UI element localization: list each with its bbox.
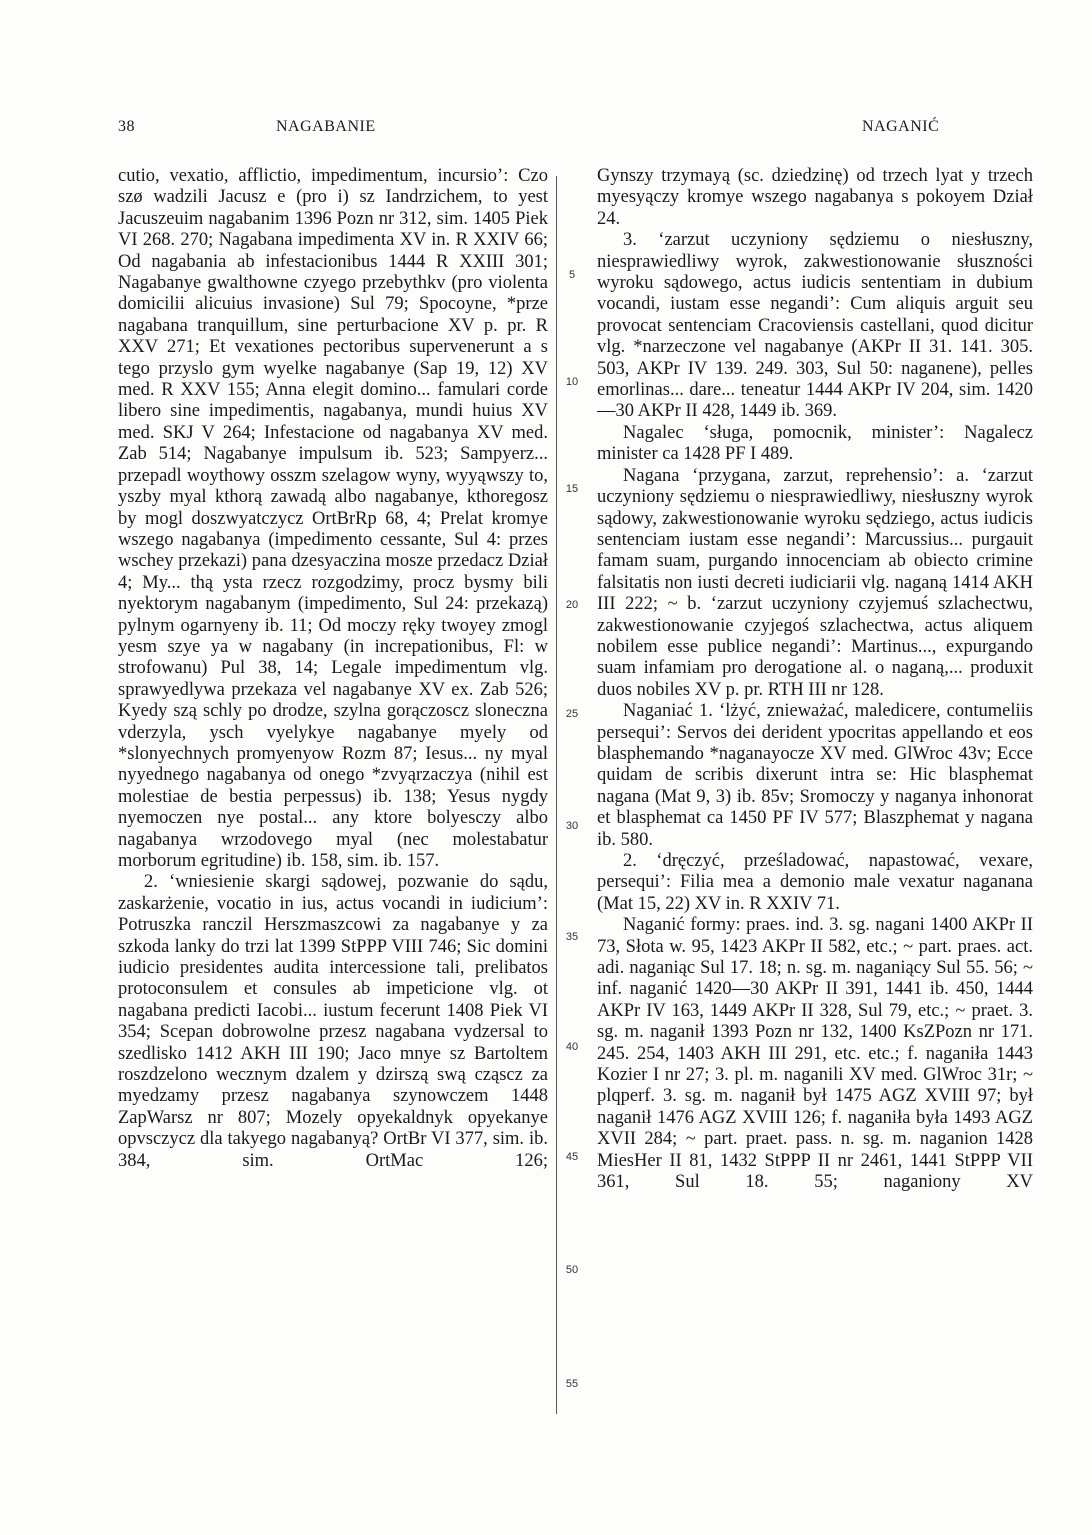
line-number: 10 xyxy=(565,376,579,388)
entry-paragraph: Naganiać 1. ‘lżyć, znieważać, maledicere, contumeliis persequi’: Servos dei derident ypocritas appellando et eos blasphemando *naganayocze XV med. GlWroc 43v; Ecce quidam de scribis dixerunt intra se: Hic blasphemat nagana (Mat 9, 3) ib. 85v; Sromoczy y naganya inhonorat et blasphemat ca 1450 PF IV 577; Blaszphemat y nagana ib. 580. xyxy=(597,701,1033,850)
column-divider xyxy=(556,176,557,1414)
line-number: 50 xyxy=(565,1264,579,1276)
line-number: 55 xyxy=(565,1378,579,1390)
line-number: 5 xyxy=(568,269,576,281)
entry-paragraph: cutio, vexatio, afflictio, impedimentum, incursio’: Czo szø wadzili Jacusz e (pro i) sz Iandrzichem, to yest Jacuszeuim nagabanim 1396 Pozn nr 312, sim. 1405 Piek VI 268. 270; Nagabana impedimenta XV in. R XXIV 66; Od nagabania ab infestacionibus 1444 R XXIII 301; Nagabanye gwalthowne czyego przebythkv (pro violenta domicilii alicuius invasione) Sul 79; Spocoyne, *prze nagabana tranquillum, sine perturbacione XV p. pr. R XXV 271; Et vexationes pectoribus supervenerunt a s tego przyslo gym wyelke nagabanye (Sap 19, 12) XV med. R XXV 155; Anna elegit domino... famulari corde libero sine impedimentis, nagabanya, mundi huius XV med. SKJ V 264; Infestacione od nagabanya XV med. Zab 514; Nagabanye impulsum ib. 523; Sampyerz... przepadl woythowy osszm szelagow wyny, wyyąwszy to, yszby myal kthorą zawadą albo nagabanye, kthoregosz by mogl doszwyatczycz OrtBrRp 68, 4; Prelat kromye wszego nagabanya (impedimento cessante, Sul 4: przes wschey przekazi) pana dzesyaczina mosze przedacz Dział 4; My... thą ysta rzecz rozgodzimy, procz bysmy bili nyektorym nagabanym (impedimento, Sul 24: przekazą) pylnym ogarnyeny ib. 11; Od moczy ręky twoyey zmogl yesm szye ya w nagabany (in increpationibus, Fl: w strofowanu) Pul 38, 14; Legale impedimentum vlg. sprawyedlywa przekaza vel nagabanye XV ex. Zab 526; Kyedy szą schly po drodze, szylna gorączoscz sloneczna vderzyla, ysch vyelykye nagabanye myely od *slonyechnych promyenyow Rozm 87; Iesus... ny myal nyyednego nagabanya od onego *zvyąrzaczya (nihil est molestiae de bestia perpessus) ib. 138; Yesus nygdy nyemoczen nye postal... any ktore bolyesczy albo nagabanya wrzodovego myal (nec molestabatur morborum egritudine) ib. 158, sim. ib. 157. xyxy=(118,166,548,871)
line-number: 45 xyxy=(565,1151,579,1163)
line-number: 15 xyxy=(565,483,579,495)
line-number: 40 xyxy=(565,1041,579,1053)
running-head-right: NAGANIĆ xyxy=(862,118,940,135)
entry-paragraph: 2. ‘dręczyć, prześladować, napastować, vexare, persequi’: Filia mea a demonio male vexatur naganana (Mat 15, 22) XV in. R XXIV 71. xyxy=(597,851,1033,914)
left-column xyxy=(118,166,548,1172)
line-number: 20 xyxy=(565,599,579,611)
entry-paragraph: Nagalec ‘sługa, pomocnik, minister’: Nagalecz minister ca 1428 PF I 489. xyxy=(597,422,1033,465)
entry-paragraph: Gynszy trzymayą (sc. dziedzinę) od trzech lyat y trzech myesyączy kromye wszego nagabanya s pokoyem Dział 24. xyxy=(597,166,1033,229)
entry-paragraph: Nagana ‘przygana, zarzut, reprehensio’: a. ‘zarzut uczyniony sędziemu o niesprawiedliwy, niesłuszny wyrok sądowy, zakwestionowanie wyroku sędziego, actus iudicis sentenciam iustam esse negandi’: Marcussius... purgauit famam suam, purgando innocenciam ab obiecto crimine falsitatis non iusti decreti iudiciarii vlg. naganą 1414 AKH III 222; ~ b. ‘zarzut uczyniony czyjemuś szlachectwu, zakwestionowanie czyjegoś szlachectwa, actus aliquem nobilem esse publice negandi’: Martinus..., expurgando suam infamiam pro derogatione al. o naganą,... produxit duos nobiles XV p. pr. RTH III nr 128. xyxy=(597,465,1033,700)
right-column xyxy=(597,166,1033,1194)
line-number: 35 xyxy=(565,931,579,943)
entry-paragraph: 3. ‘zarzut uczyniony sędziemu o niesłuszny, niesprawiedliwy wyrok, zakwestionowanie słuszności wyroku sądowego, actus iudicis sententiam in dubium vocandi, iustam esse negandi’: Cum aliquis arguit seu provocat sentenciam Cracoviensis castellani, quod dicitur vlg. *narzeczone vel nagabanye (AKPr II 31. 141. 305. 503, AKPr IV 139. 249. 303, Sul 50: naganene), pelles emorlinas... dare... teneatur 1444 AKPr IV 204, sim. 1420—30 AKPr II 428, 1449 ib. 369. xyxy=(597,230,1033,422)
line-number: 25 xyxy=(565,708,579,720)
entry-paragraph: 2. ‘wniesienie skargi sądowej, pozwanie do sądu, zaskarżenie, vocatio in ius, actus vocandi in iudicium’: Potruszka ranczil Herszmaszcowi za nagabanye y za szkoda lanky do trzi lat 1399 StPPP VIII 746; Sic domini iudicio presidentes audita intercessione tali, prelibatos protoconsulem et consules ab impeticione vlg. ot nagabana predicti Iacobi... iustum fecerunt 1408 Piek VI 354; Scepan dobrowolne przesz nagabana vydzersal to szedlisko 1412 AKH III 190; Jaco mnye sz Bartoltem roszdzelono wecznym dzalem y dzirszą swą cząscz za myedzamy przesz nagabanya szynowczem 1448 ZapWarsz nr 807; Mozely opyekaldnyk opyekanye opvsczycz dla takyego nagabanyą? OrtBr VI 377, sim. ib. 384, sim. OrtMac 126; xyxy=(118,872,548,1171)
entry-paragraph: Naganić formy: praes. ind. 3. sg. nagani 1400 AKPr II 73, Słota w. 95, 1423 AKPr II 582, etc.; ~ part. praes. act. adi. naganiąc Sul 17. 18; n. sg. m. naganiący Sul 55. 56; ~ inf. naganić 1420—30 AKPr II 391, 1441 ib. 450, 1444 AKPr IV 163, 1449 AKPr II 328, Sul 79, etc.; ~ praet. 3. sg. m. naganił 1393 Pozn nr 132, 1400 KsZPozn nr 171. 245. 254, 1403 AKH III 291, etc. etc.; f. naganiła 1443 Kozier I nr 27; 3. pl. m. naganili XV med. GlWroc 31r; ~ plqperf. 3. sg. m. naganił był 1475 AGZ XVIII 97; był naganił 1476 AGZ XVIII 126; f. naganiła była 1493 AGZ XVII 284; ~ part. praet. pass. n. sg. m. naganion 1428 MiesHer II 81, 1432 StPPP II nr 2461, 1441 StPPP VII 361, Sul 18. 55; naganiony XV xyxy=(597,915,1033,1193)
running-head-left: NAGABANIE xyxy=(276,118,376,135)
page-number: 38 xyxy=(118,118,135,135)
line-number: 30 xyxy=(565,820,579,832)
